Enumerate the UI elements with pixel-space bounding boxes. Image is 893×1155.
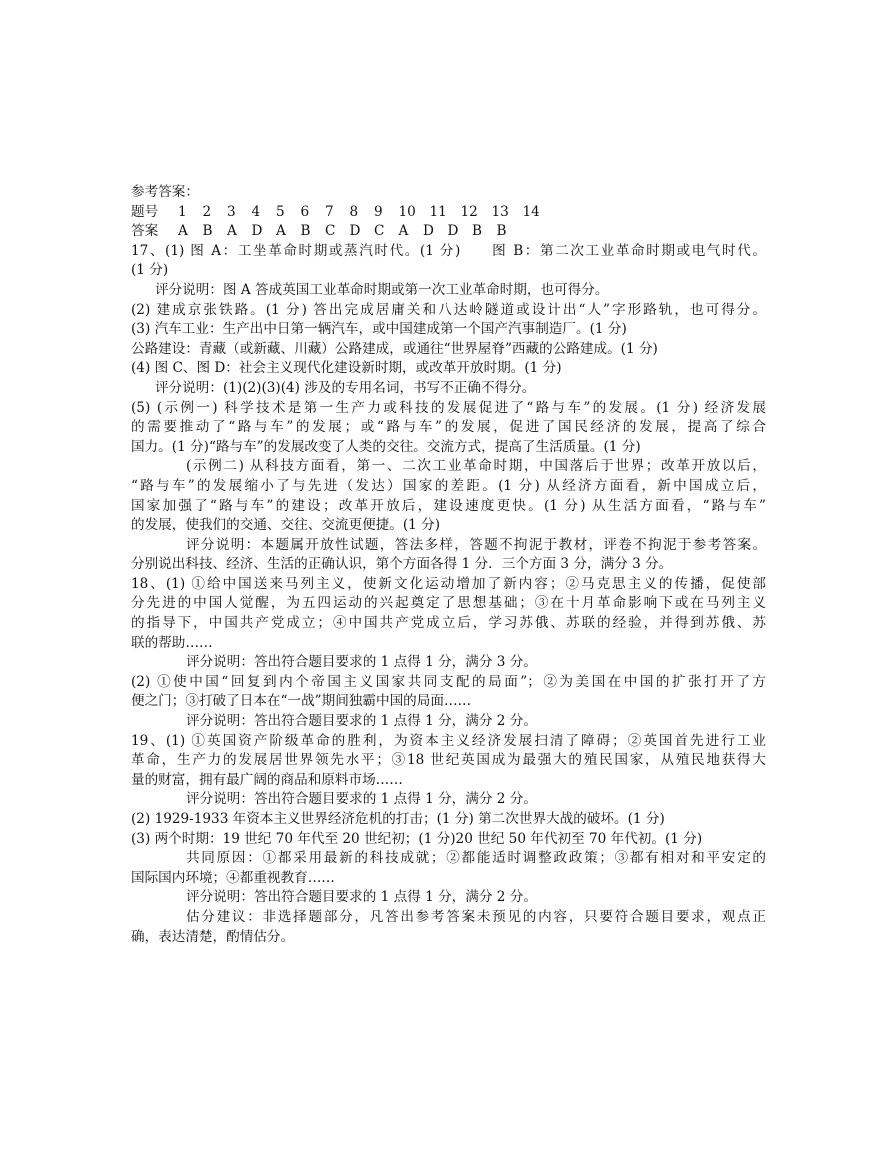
- answer-line: 革命，生产力的发展居世界领先水平；③18 世纪英国成为最强大的殖民国家，从殖民地获得大: [131, 752, 766, 769]
- answer-line: 的需要推动了“路与车”的发展；或“路与车”的发展，促进了国民经济的发展，提高了综合: [131, 419, 766, 436]
- answer-key-heading: 参考答案：: [131, 184, 199, 200]
- scoring-note: 评分说明：答出符合题目要求的 1 点得 1 分，满分 2 分。: [186, 713, 537, 730]
- question-number-row: [131, 203, 766, 223]
- answer-line: (4) 图 C、图 D：社会主义现代化建设新时期，或改革开放时期。(1 分): [131, 360, 562, 377]
- question-number: 13: [491, 203, 509, 220]
- question-number: 8: [349, 203, 359, 220]
- answer-line: 国家加强了“路与车”的建设；改革开放后，建设速度更快。(1 分) 从生活方面看，“路与车”: [131, 497, 766, 514]
- answer-letter: B: [300, 223, 311, 240]
- answer-line: 18、(1) ①给中国送来马列主义，使新文化运动增加了新内容；②马克思主义的传播，促使部: [131, 575, 766, 592]
- scoring-note: 评分说明：答出符合题目要求的 1 点得 1 分，满分 2 分。: [186, 791, 537, 808]
- question-number: 7: [325, 203, 334, 220]
- answer-line: (3) 两个时期：19 世纪 70 年代至 20 世纪初；(1 分)20 世纪 50 年代初至 70 年代初。(1 分): [131, 830, 703, 847]
- answer-line: 联的帮助……: [131, 634, 213, 651]
- answer-letter: B: [202, 223, 213, 240]
- question-number: 12: [460, 203, 478, 220]
- answer-line: (示例二) 从科技方面看，第一、二次工业革命时期，中国落后于世界；改革开放以后，: [186, 458, 766, 475]
- question-number: 1: [178, 203, 187, 220]
- answer-line: (2) 建成京张铁路。(1 分) 答出完成居庸关和八达岭隧道或设计出“人”字形路轨，也可得分。: [131, 301, 766, 318]
- answer-line: 量的财富，拥有最广阔的商品和原料市场……: [131, 771, 403, 788]
- question-number: 9: [374, 203, 383, 220]
- answer-letter: A: [276, 223, 286, 240]
- question-number: 6: [300, 203, 310, 220]
- question-number: 11: [429, 203, 447, 220]
- question-number: 3: [227, 203, 236, 220]
- answer-line: 的指导下，中国共产党成立；④中国共产党成立后，学习苏俄、苏联的经验，并得到苏俄、苏: [131, 615, 766, 632]
- answer-line: (5) (示例一) 科学技术是第一生产力或科技的发展促进了“路与车”的发展。(1 分) 经济发展: [131, 399, 766, 416]
- answer-letter: A: [398, 223, 409, 240]
- answer-letter: A: [178, 223, 188, 240]
- answer-letter: B: [472, 223, 482, 240]
- answer-letter: B: [496, 223, 507, 240]
- answer-line: 19、(1) ①英国资产阶级革命的胜利，为资本主义经济发展扫清了障碍；②英国首先进行工业: [131, 732, 766, 749]
- answer-line: 分先进的中国人觉醒，为五四运动的兴起奠定了思想基础；③在十月革命影响下或在马列主义: [131, 595, 766, 612]
- scoring-note: 分别说出科技、经济、生活的正确认识，第个方面各得 1 分．三个方面 3 分，满分 3 分。: [131, 556, 673, 573]
- answer-line: 共同原因：①都采用最新的科技成就；②都能适时调整政政策；③都有相对和平安定的: [186, 850, 766, 867]
- scoring-note: 评分说明：答出符合题目要求的 1 点得 1 分，满分 2 分。: [186, 889, 537, 906]
- question-number: 10: [398, 203, 416, 220]
- question-number: 4: [251, 203, 261, 220]
- answer-letter: C: [325, 223, 336, 240]
- answer-letter: D: [251, 223, 263, 240]
- answer-line: 国际国内环境；④都重视教育……: [131, 869, 335, 886]
- row-label: 答案: [131, 223, 159, 240]
- answer-line: 公路建设：青藏（或新藏、川藏）公路建成，或通往“世界屋脊”西藏的公路建成。(1 分): [131, 340, 658, 357]
- answer-line: 17、(1) 图 A：工坐革命时期或蒸汽时代。(1 分) 图 B：第二次工业革命时期或电气时代。: [131, 242, 766, 259]
- answer-line: (2) ①使中国“回复到内个帝国主义国家共同支配的局面”；②为美国在中国的扩张打开了方: [131, 673, 766, 690]
- answer-row: [131, 222, 766, 242]
- answer-letter: D: [447, 223, 459, 240]
- answer-line: 国力。(1 分)“路与车”的发展改变了人类的交往。交流方式，提高了生活质量。(1 分): [131, 438, 641, 455]
- answer-line: (3) 汽车工业：生产出中日第一辆汽车，或中国建成第一个国产汽事制造厂。(1 分): [131, 321, 627, 338]
- estimation-advice: 估分建议：非选择题部分，凡答出参考答案未预见的内容，只要符合题目要求，观点正: [186, 908, 766, 925]
- answer-letter: C: [374, 223, 385, 240]
- estimation-advice: 确，表达清楚，酌情估分。: [131, 928, 295, 945]
- scoring-note: 评分说明：(1)(2)(3)(4) 涉及的专用名词，书写不正确不得分。: [155, 379, 536, 396]
- answer-letter: D: [349, 223, 361, 240]
- scoring-note: 评分说明：答出符合题目要求的 1 点得 1 分，满分 3 分。: [186, 654, 537, 671]
- question-number: 2: [202, 203, 212, 220]
- question-number: 14: [522, 203, 540, 220]
- answer-line: 便之门；③打破了日本在“一战”期间独霸中国的局面……: [131, 693, 472, 710]
- question-number: 5: [276, 203, 285, 220]
- answer-letter: A: [227, 223, 237, 240]
- scoring-note: 评分说明：本题属开放性试题，答法多样，答题不拘泥于教材，评卷不拘泥于参考答案。: [186, 536, 766, 553]
- answer-line: (2) 1929-1933 年资本主义世界经济危机的打击；(1 分) 第二次世界大战的破坏。(1 分): [131, 811, 665, 827]
- answer-line: “路与车”的发展缩小了与先进（发达）国家的差距。(1 分) 从经济方面看，新中国成立后，: [131, 477, 766, 494]
- scoring-note: 评分说明：图 A 答成英国工业革命时期或第一次工业革命时期，也可得分。: [155, 281, 609, 298]
- row-label: 题号: [131, 203, 159, 220]
- answer-line: (1 分): [131, 262, 169, 279]
- answer-line: 的发展，使我们的交通、交往、交流更便捷。(1 分): [131, 517, 441, 534]
- answer-letter: D: [423, 223, 434, 240]
- answer-key-document: [131, 183, 766, 947]
